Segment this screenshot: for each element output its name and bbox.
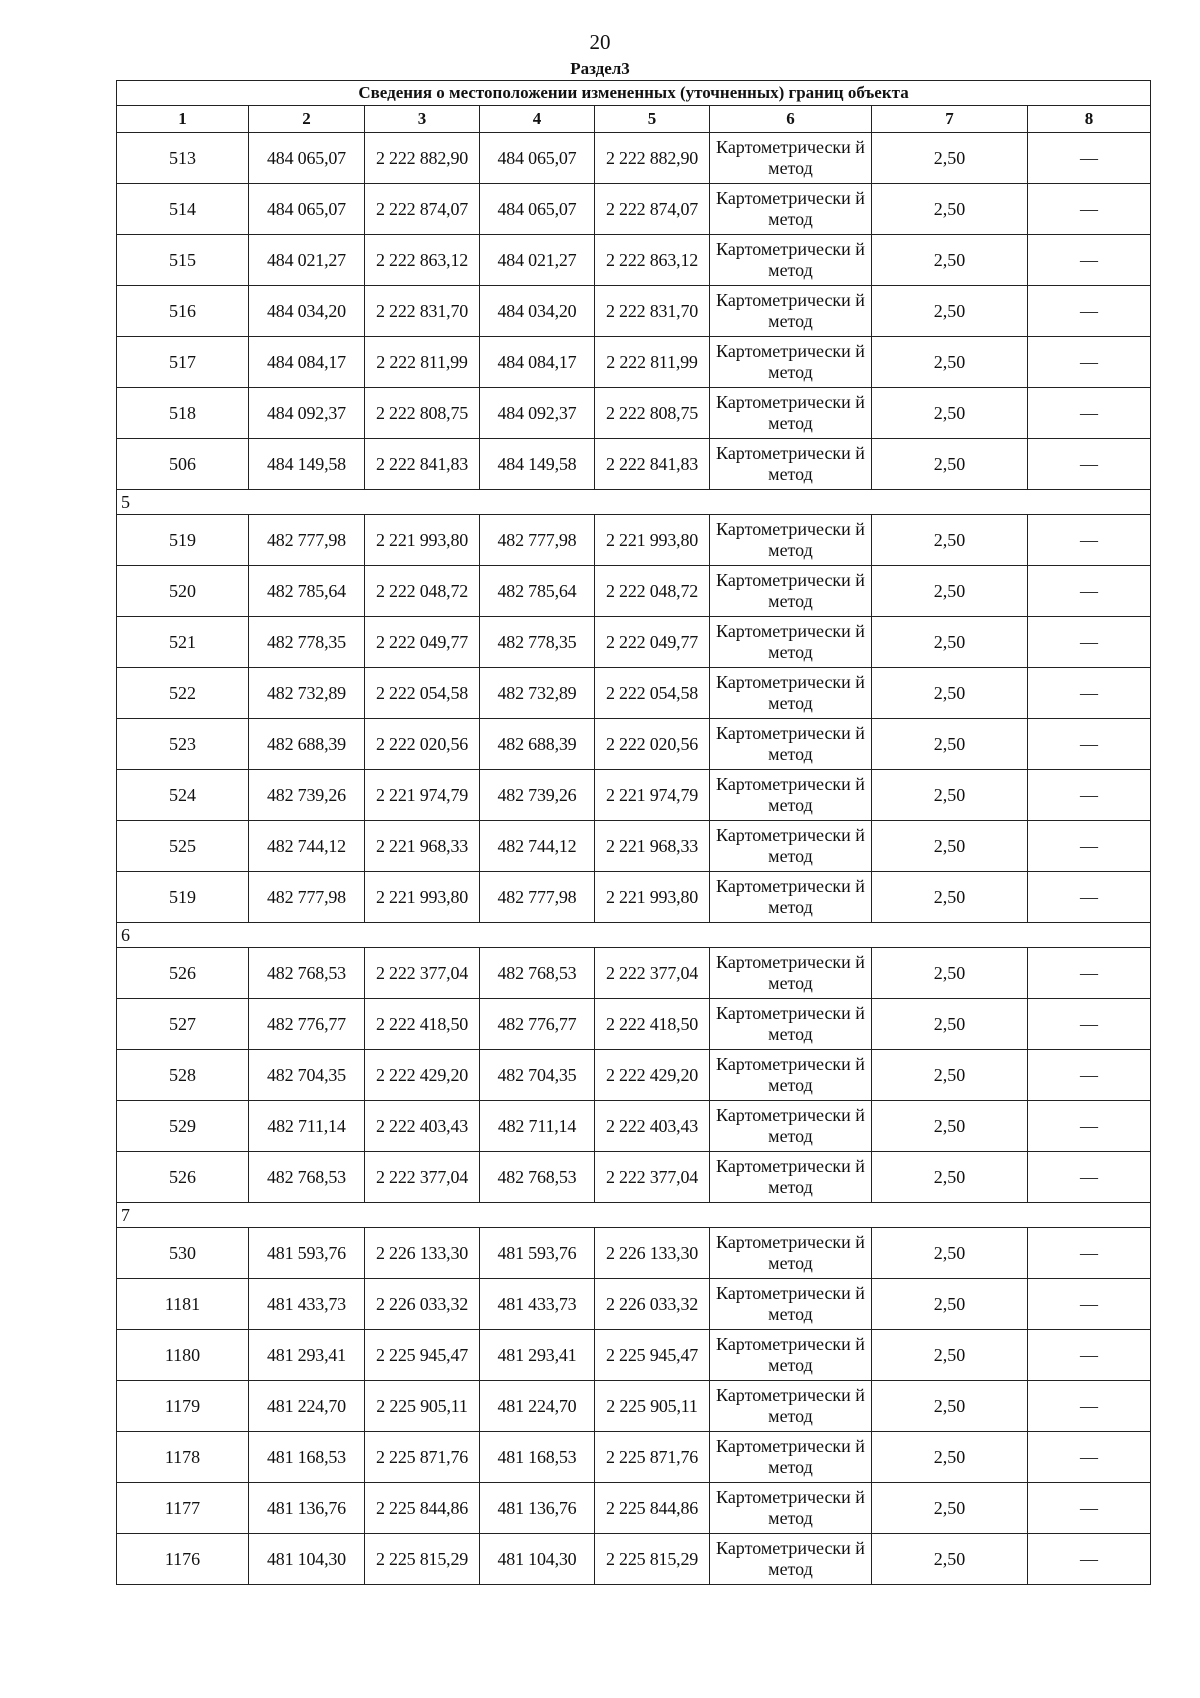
y-new-cell: 2 222 841,83: [595, 439, 710, 490]
y-new-cell: 2 222 811,99: [595, 337, 710, 388]
table-row: [117, 1050, 1151, 1101]
x-old-cell: 481 433,73: [249, 1279, 365, 1330]
table-row: [117, 515, 1151, 566]
point-number-cell: 1179: [117, 1381, 249, 1432]
x-new-cell: 484 084,17: [480, 337, 595, 388]
accuracy-cell: 2,50: [872, 1152, 1028, 1203]
y-old-cell: 2 222 841,83: [365, 439, 480, 490]
y-new-cell: 2 222 418,50: [595, 999, 710, 1050]
x-old-cell: 484 149,58: [249, 439, 365, 490]
x-old-cell: 481 136,76: [249, 1483, 365, 1534]
x-old-cell: 484 021,27: [249, 235, 365, 286]
note-cell: —: [1028, 1050, 1151, 1101]
accuracy-cell: 2,50: [872, 872, 1028, 923]
x-new-cell: 484 065,07: [480, 184, 595, 235]
point-number-cell: 1180: [117, 1330, 249, 1381]
y-old-cell: 2 222 403,43: [365, 1101, 480, 1152]
y-new-cell: 2 222 874,07: [595, 184, 710, 235]
point-number-cell: 515: [117, 235, 249, 286]
method-cell: Картометрически й метод: [710, 439, 872, 490]
y-old-cell: 2 222 377,04: [365, 1152, 480, 1203]
column-number: 3: [365, 106, 480, 133]
accuracy-cell: 2,50: [872, 235, 1028, 286]
x-new-cell: 481 593,76: [480, 1228, 595, 1279]
note-cell: —: [1028, 821, 1151, 872]
y-new-cell: 2 226 133,30: [595, 1228, 710, 1279]
x-new-cell: 484 021,27: [480, 235, 595, 286]
y-old-cell: 2 225 871,76: [365, 1432, 480, 1483]
method-cell: Картометрически й метод: [710, 668, 872, 719]
y-old-cell: 2 222 049,77: [365, 617, 480, 668]
point-number-cell: 1176: [117, 1534, 249, 1585]
contour-group-row: [117, 923, 1151, 948]
point-number-cell: 517: [117, 337, 249, 388]
contour-number: 6: [117, 923, 1151, 948]
method-cell: Картометрически й метод: [710, 821, 872, 872]
table-row: [117, 1228, 1151, 1279]
point-number-cell: 522: [117, 668, 249, 719]
accuracy-cell: 2,50: [872, 566, 1028, 617]
note-cell: —: [1028, 566, 1151, 617]
y-old-cell: 2 222 377,04: [365, 948, 480, 999]
x-new-cell: 484 034,20: [480, 286, 595, 337]
note-cell: —: [1028, 872, 1151, 923]
note-cell: —: [1028, 1432, 1151, 1483]
column-number-row: [117, 106, 1151, 133]
x-new-cell: 482 776,77: [480, 999, 595, 1050]
x-old-cell: 481 224,70: [249, 1381, 365, 1432]
x-new-cell: 482 768,53: [480, 1152, 595, 1203]
method-cell: Картометрически й метод: [710, 515, 872, 566]
accuracy-cell: 2,50: [872, 1381, 1028, 1432]
column-number: 7: [872, 106, 1028, 133]
table-row: [117, 1534, 1151, 1585]
note-cell: —: [1028, 1483, 1151, 1534]
method-cell: Картометрически й метод: [710, 999, 872, 1050]
column-number: 2: [249, 106, 365, 133]
point-number-cell: 526: [117, 948, 249, 999]
accuracy-cell: 2,50: [872, 719, 1028, 770]
x-old-cell: 481 168,53: [249, 1432, 365, 1483]
x-old-cell: 482 739,26: [249, 770, 365, 821]
y-old-cell: 2 221 993,80: [365, 872, 480, 923]
x-new-cell: 482 704,35: [480, 1050, 595, 1101]
section-title: Раздел3: [570, 59, 630, 78]
point-number-cell: 513: [117, 133, 249, 184]
x-old-cell: 484 034,20: [249, 286, 365, 337]
note-cell: —: [1028, 1228, 1151, 1279]
x-old-cell: 484 092,37: [249, 388, 365, 439]
accuracy-cell: 2,50: [872, 337, 1028, 388]
y-new-cell: 2 222 863,12: [595, 235, 710, 286]
y-new-cell: 2 226 033,32: [595, 1279, 710, 1330]
x-old-cell: 481 293,41: [249, 1330, 365, 1381]
method-cell: Картометрически й метод: [710, 1534, 872, 1585]
table-row: [117, 1152, 1151, 1203]
note-cell: —: [1028, 184, 1151, 235]
note-cell: —: [1028, 286, 1151, 337]
method-cell: Картометрически й метод: [710, 1483, 872, 1534]
x-old-cell: 481 593,76: [249, 1228, 365, 1279]
x-new-cell: 482 744,12: [480, 821, 595, 872]
x-new-cell: 484 149,58: [480, 439, 595, 490]
column-number: 5: [595, 106, 710, 133]
note-cell: —: [1028, 337, 1151, 388]
point-number-cell: 525: [117, 821, 249, 872]
x-old-cell: 481 104,30: [249, 1534, 365, 1585]
accuracy-cell: 2,50: [872, 999, 1028, 1050]
y-old-cell: 2 222 048,72: [365, 566, 480, 617]
note-cell: —: [1028, 1279, 1151, 1330]
boundary-coordinates-table: [116, 80, 1151, 1585]
method-cell: Картометрически й метод: [710, 1050, 872, 1101]
x-old-cell: 482 777,98: [249, 872, 365, 923]
y-new-cell: 2 222 049,77: [595, 617, 710, 668]
method-cell: Картометрически й метод: [710, 948, 872, 999]
y-old-cell: 2 222 429,20: [365, 1050, 480, 1101]
table-row: [117, 286, 1151, 337]
y-new-cell: 2 225 905,11: [595, 1381, 710, 1432]
accuracy-cell: 2,50: [872, 1050, 1028, 1101]
y-old-cell: 2 222 811,99: [365, 337, 480, 388]
y-old-cell: 2 221 968,33: [365, 821, 480, 872]
note-cell: —: [1028, 1534, 1151, 1585]
table-row: [117, 388, 1151, 439]
method-cell: Картометрически й метод: [710, 719, 872, 770]
accuracy-cell: 2,50: [872, 770, 1028, 821]
x-new-cell: 481 293,41: [480, 1330, 595, 1381]
note-cell: —: [1028, 999, 1151, 1050]
note-cell: —: [1028, 1101, 1151, 1152]
y-old-cell: 2 222 020,56: [365, 719, 480, 770]
column-number: 6: [710, 106, 872, 133]
table-row: [117, 821, 1151, 872]
y-new-cell: 2 222 048,72: [595, 566, 710, 617]
method-cell: Картометрически й метод: [710, 133, 872, 184]
point-number-cell: 1177: [117, 1483, 249, 1534]
table-row: [117, 948, 1151, 999]
point-number-cell: 520: [117, 566, 249, 617]
contour-number: 7: [117, 1203, 1151, 1228]
x-new-cell: 482 777,98: [480, 872, 595, 923]
y-old-cell: 2 222 418,50: [365, 999, 480, 1050]
method-cell: Картометрически й метод: [710, 337, 872, 388]
accuracy-cell: 2,50: [872, 1101, 1028, 1152]
y-old-cell: 2 222 863,12: [365, 235, 480, 286]
method-cell: Картометрически й метод: [710, 872, 872, 923]
point-number-cell: 519: [117, 872, 249, 923]
page-number: 20: [589, 30, 611, 54]
method-cell: Картометрически й метод: [710, 1101, 872, 1152]
table-row: [117, 235, 1151, 286]
method-cell: Картометрически й метод: [710, 617, 872, 668]
table-row: [117, 1483, 1151, 1534]
point-number-cell: 514: [117, 184, 249, 235]
y-old-cell: 2 225 815,29: [365, 1534, 480, 1585]
accuracy-cell: 2,50: [872, 948, 1028, 999]
point-number-cell: 506: [117, 439, 249, 490]
method-cell: Картометрически й метод: [710, 770, 872, 821]
note-cell: —: [1028, 719, 1151, 770]
y-old-cell: 2 221 993,80: [365, 515, 480, 566]
method-cell: Картометрически й метод: [710, 1432, 872, 1483]
y-new-cell: 2 222 831,70: [595, 286, 710, 337]
table-row: [117, 337, 1151, 388]
x-new-cell: 481 433,73: [480, 1279, 595, 1330]
method-cell: Картометрически й метод: [710, 1381, 872, 1432]
table-row: [117, 566, 1151, 617]
accuracy-cell: 2,50: [872, 388, 1028, 439]
point-number-cell: 1178: [117, 1432, 249, 1483]
x-old-cell: 482 688,39: [249, 719, 365, 770]
table-row: [117, 184, 1151, 235]
y-old-cell: 2 222 882,90: [365, 133, 480, 184]
x-new-cell: 481 136,76: [480, 1483, 595, 1534]
note-cell: —: [1028, 388, 1151, 439]
y-new-cell: 2 222 429,20: [595, 1050, 710, 1101]
x-old-cell: 482 768,53: [249, 1152, 365, 1203]
point-number-cell: 528: [117, 1050, 249, 1101]
note-cell: —: [1028, 133, 1151, 184]
method-cell: Картометрически й метод: [710, 566, 872, 617]
accuracy-cell: 2,50: [872, 668, 1028, 719]
accuracy-cell: 2,50: [872, 1534, 1028, 1585]
y-new-cell: 2 222 377,04: [595, 1152, 710, 1203]
x-old-cell: 482 777,98: [249, 515, 365, 566]
y-old-cell: 2 221 974,79: [365, 770, 480, 821]
x-old-cell: 484 065,07: [249, 184, 365, 235]
x-new-cell: 482 777,98: [480, 515, 595, 566]
column-number: 1: [117, 106, 249, 133]
method-cell: Картометрически й метод: [710, 286, 872, 337]
accuracy-cell: 2,50: [872, 286, 1028, 337]
x-new-cell: 482 785,64: [480, 566, 595, 617]
table-row: [117, 770, 1151, 821]
note-cell: —: [1028, 1152, 1151, 1203]
method-cell: Картометрически й метод: [710, 1228, 872, 1279]
point-number-cell: 518: [117, 388, 249, 439]
point-number-cell: 519: [117, 515, 249, 566]
table-row: [117, 439, 1151, 490]
y-old-cell: 2 222 831,70: [365, 286, 480, 337]
accuracy-cell: 2,50: [872, 1228, 1028, 1279]
method-cell: Картометрически й метод: [710, 1152, 872, 1203]
y-old-cell: 2 222 054,58: [365, 668, 480, 719]
x-new-cell: 484 065,07: [480, 133, 595, 184]
note-cell: —: [1028, 948, 1151, 999]
y-old-cell: 2 226 133,30: [365, 1228, 480, 1279]
point-number-cell: 527: [117, 999, 249, 1050]
note-cell: —: [1028, 515, 1151, 566]
y-old-cell: 2 225 905,11: [365, 1381, 480, 1432]
y-new-cell: 2 222 403,43: [595, 1101, 710, 1152]
table-row: [117, 1330, 1151, 1381]
point-number-cell: 526: [117, 1152, 249, 1203]
y-old-cell: 2 225 945,47: [365, 1330, 480, 1381]
y-new-cell: 2 222 882,90: [595, 133, 710, 184]
accuracy-cell: 2,50: [872, 821, 1028, 872]
y-new-cell: 2 222 020,56: [595, 719, 710, 770]
contour-number: 5: [117, 490, 1151, 515]
x-new-cell: 481 104,30: [480, 1534, 595, 1585]
point-number-cell: 523: [117, 719, 249, 770]
accuracy-cell: 2,50: [872, 133, 1028, 184]
table-row: [117, 719, 1151, 770]
table-row: [117, 1381, 1151, 1432]
method-cell: Картометрически й метод: [710, 184, 872, 235]
method-cell: Картометрически й метод: [710, 235, 872, 286]
accuracy-cell: 2,50: [872, 439, 1028, 490]
x-old-cell: 482 776,77: [249, 999, 365, 1050]
x-old-cell: 482 785,64: [249, 566, 365, 617]
y-new-cell: 2 221 974,79: [595, 770, 710, 821]
point-number-cell: 521: [117, 617, 249, 668]
point-number-cell: 516: [117, 286, 249, 337]
x-new-cell: 482 688,39: [480, 719, 595, 770]
y-new-cell: 2 222 808,75: [595, 388, 710, 439]
x-old-cell: 482 768,53: [249, 948, 365, 999]
y-new-cell: 2 221 993,80: [595, 872, 710, 923]
y-new-cell: 2 225 945,47: [595, 1330, 710, 1381]
table-row: [117, 999, 1151, 1050]
note-cell: —: [1028, 617, 1151, 668]
y-old-cell: 2 222 874,07: [365, 184, 480, 235]
table-caption: Сведения о местоположении измененных (уточненных) границ объекта: [117, 81, 1151, 106]
accuracy-cell: 2,50: [872, 515, 1028, 566]
x-old-cell: 482 711,14: [249, 1101, 365, 1152]
table-row: [117, 1432, 1151, 1483]
table-caption-row: [117, 81, 1151, 106]
x-new-cell: 482 711,14: [480, 1101, 595, 1152]
table-row: [117, 668, 1151, 719]
accuracy-cell: 2,50: [872, 1279, 1028, 1330]
x-new-cell: 482 732,89: [480, 668, 595, 719]
y-new-cell: 2 222 377,04: [595, 948, 710, 999]
x-old-cell: 482 732,89: [249, 668, 365, 719]
y-old-cell: 2 222 808,75: [365, 388, 480, 439]
accuracy-cell: 2,50: [872, 617, 1028, 668]
column-number: 8: [1028, 106, 1151, 133]
note-cell: —: [1028, 1330, 1151, 1381]
point-number-cell: 524: [117, 770, 249, 821]
method-cell: Картометрически й метод: [710, 1279, 872, 1330]
contour-group-row: [117, 1203, 1151, 1228]
table-row: [117, 133, 1151, 184]
method-cell: Картометрически й метод: [710, 1330, 872, 1381]
note-cell: —: [1028, 1381, 1151, 1432]
x-old-cell: 482 704,35: [249, 1050, 365, 1101]
note-cell: —: [1028, 439, 1151, 490]
y-new-cell: 2 221 968,33: [595, 821, 710, 872]
x-new-cell: 482 778,35: [480, 617, 595, 668]
x-old-cell: 484 084,17: [249, 337, 365, 388]
x-new-cell: 482 739,26: [480, 770, 595, 821]
x-old-cell: 484 065,07: [249, 133, 365, 184]
point-number-cell: 1181: [117, 1279, 249, 1330]
table-row: [117, 872, 1151, 923]
accuracy-cell: 2,50: [872, 1483, 1028, 1534]
y-new-cell: 2 225 871,76: [595, 1432, 710, 1483]
table-row: [117, 1101, 1151, 1152]
x-new-cell: 481 168,53: [480, 1432, 595, 1483]
note-cell: —: [1028, 235, 1151, 286]
accuracy-cell: 2,50: [872, 1432, 1028, 1483]
x-new-cell: 481 224,70: [480, 1381, 595, 1432]
note-cell: —: [1028, 668, 1151, 719]
x-old-cell: 482 778,35: [249, 617, 365, 668]
column-number: 4: [480, 106, 595, 133]
y-new-cell: 2 225 844,86: [595, 1483, 710, 1534]
accuracy-cell: 2,50: [872, 1330, 1028, 1381]
x-new-cell: 484 092,37: [480, 388, 595, 439]
y-old-cell: 2 225 844,86: [365, 1483, 480, 1534]
note-cell: —: [1028, 770, 1151, 821]
x-old-cell: 482 744,12: [249, 821, 365, 872]
y-new-cell: 2 225 815,29: [595, 1534, 710, 1585]
table-body: [117, 81, 1151, 1585]
y-old-cell: 2 226 033,32: [365, 1279, 480, 1330]
point-number-cell: 529: [117, 1101, 249, 1152]
y-new-cell: 2 221 993,80: [595, 515, 710, 566]
method-cell: Картометрически й метод: [710, 388, 872, 439]
table-row: [117, 1279, 1151, 1330]
point-number-cell: 530: [117, 1228, 249, 1279]
table-row: [117, 617, 1151, 668]
x-new-cell: 482 768,53: [480, 948, 595, 999]
contour-group-row: [117, 490, 1151, 515]
y-new-cell: 2 222 054,58: [595, 668, 710, 719]
accuracy-cell: 2,50: [872, 184, 1028, 235]
